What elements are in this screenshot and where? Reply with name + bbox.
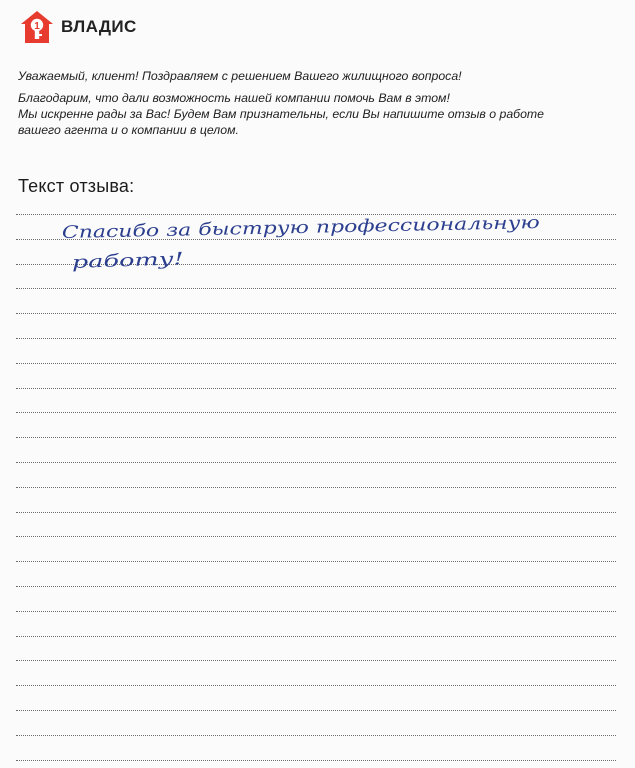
writing-line [16, 760, 616, 761]
writing-line [16, 363, 616, 364]
greeting-line: Уважаемый, клиент! Поздравляем с решением Вашего жилищного вопроса! [18, 69, 462, 83]
writing-line [16, 462, 616, 463]
writing-line [16, 685, 616, 686]
writing-line [16, 611, 616, 612]
writing-line [16, 437, 616, 438]
ruled-writing-area[interactable] [16, 0, 616, 768]
writing-line [16, 536, 616, 537]
writing-line [16, 313, 616, 314]
review-heading: Текст отзыва: [18, 176, 135, 196]
writing-line [16, 710, 616, 711]
writing-line [16, 660, 616, 661]
writing-line [16, 412, 616, 413]
writing-line [16, 214, 616, 215]
handwritten-line: Спасибо за быструю профессиональную [61, 215, 432, 243]
handwritten-line: работу! [71, 250, 147, 273]
writing-line [16, 586, 616, 587]
writing-line [16, 264, 616, 265]
brand-name: ВЛАДИС [61, 17, 137, 36]
writing-line [16, 636, 616, 637]
writing-line [16, 512, 616, 513]
writing-line [16, 487, 616, 488]
intro-line: Благодарим, что дали возможность нашей компании помочь Вам в этом! [18, 91, 450, 105]
writing-line [16, 288, 616, 289]
writing-line [16, 561, 616, 562]
writing-line [16, 735, 616, 736]
intro-line: вашего агента и о компании в целом. [18, 123, 239, 137]
writing-line [16, 388, 616, 389]
writing-line [16, 239, 616, 240]
intro-line: Мы искренне рады за Вас! Будем Вам признательны, если Вы напишите отзыв о работе [18, 107, 545, 121]
logo-mark-glyph: 1 [34, 21, 40, 32]
writing-line [16, 338, 616, 339]
